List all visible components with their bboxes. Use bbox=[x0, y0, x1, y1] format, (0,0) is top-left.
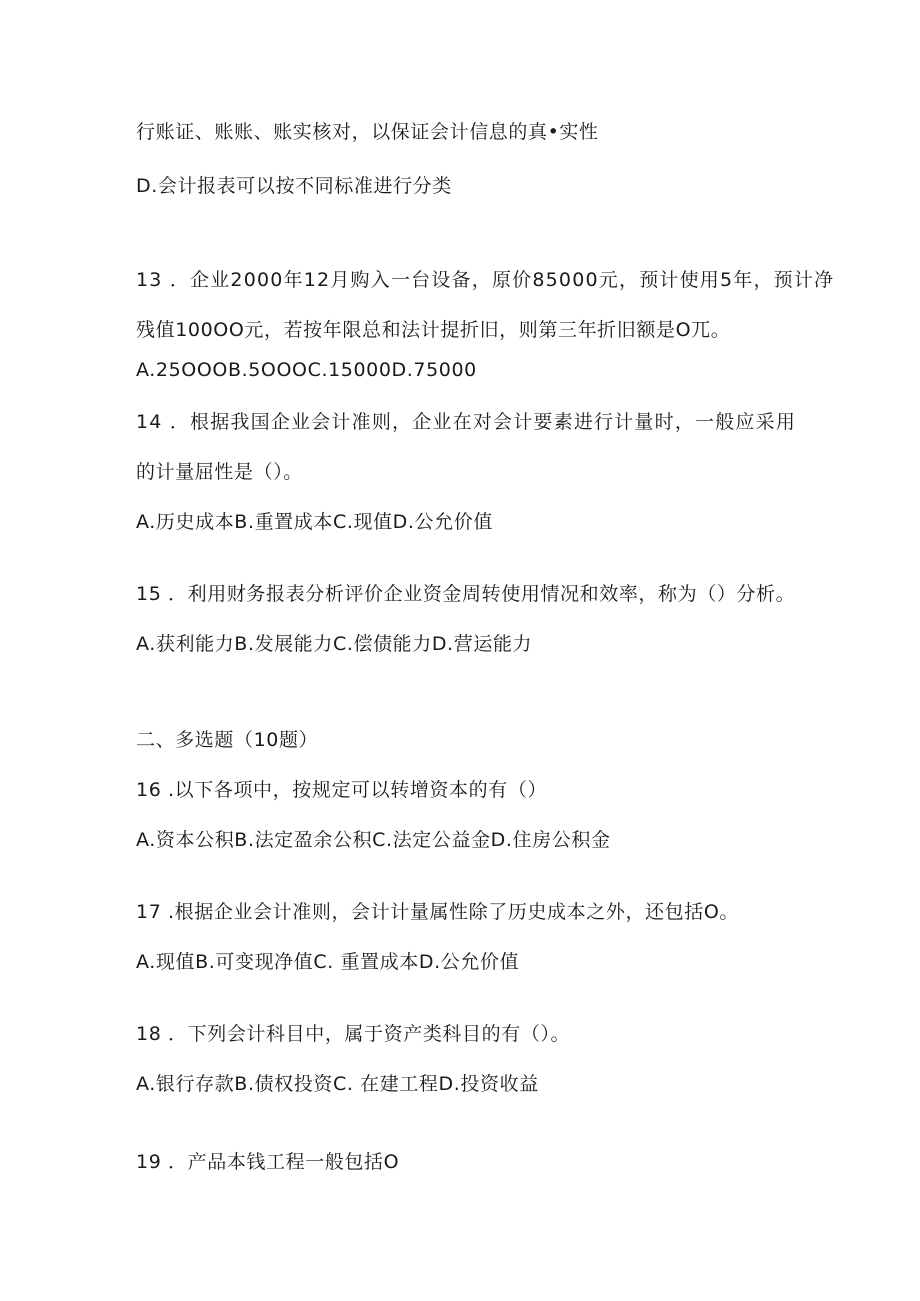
question-15-options: A.获利能力B.发展能力C.偿债能力D.营运能力 bbox=[136, 633, 533, 655]
option-line: D.会计报表可以按不同标准进行分类 bbox=[136, 175, 452, 197]
question-14-options: A.历史成本B.重置成本C.现值D.公允价值 bbox=[136, 511, 493, 533]
question-19: 19 ．产品本钱工程一般包括O bbox=[136, 1151, 400, 1173]
question-16-options: A.资本公积B.法定盈余公积C.法定公益金D.住房公积金 bbox=[136, 829, 611, 851]
question-13-options: A.25OOOB.5OOOC.15000D.75000 bbox=[136, 359, 477, 381]
question-18: 18 ．下列会计科目中，属于资产类科目的有（）。 bbox=[136, 1023, 571, 1045]
question-18-options: A.银行存款B.债权投资C. 在建工程D.投资收益 bbox=[136, 1073, 539, 1095]
question-15: 15 ．利用财务报表分析评价企业资金周转使用情况和效率，称为（）分析。 bbox=[136, 583, 796, 605]
question-17: 17 .根据企业会计准则，会计计量属性除了历史成本之外，还包括O。 bbox=[136, 901, 740, 923]
question-16: 16 .以下各项中，按规定可以转增资本的有（） bbox=[136, 779, 548, 801]
question-14-continued: 的计量屈性是（）。 bbox=[136, 461, 303, 483]
section-heading: 二、多选题（10题） bbox=[136, 729, 319, 751]
text-line: 行账证、账账、账实核对，以保证会计信息的真•实性 bbox=[136, 121, 599, 143]
question-17-options: A.现值B.可变现净值C. 重置成本D.公允价值 bbox=[136, 951, 520, 973]
question-13: 13 ．企业2000年12月购入一台设备，原价85000元，预计使用5年，预计净 bbox=[136, 269, 835, 291]
question-13-continued: 残值100OO元，若按年限总和法计提折旧，则第三年折旧额是O兀。 bbox=[136, 319, 731, 341]
question-14: 14 ．根据我国企业会计准则，企业在对会计要素进行计量时，一般应采用 bbox=[136, 411, 797, 433]
